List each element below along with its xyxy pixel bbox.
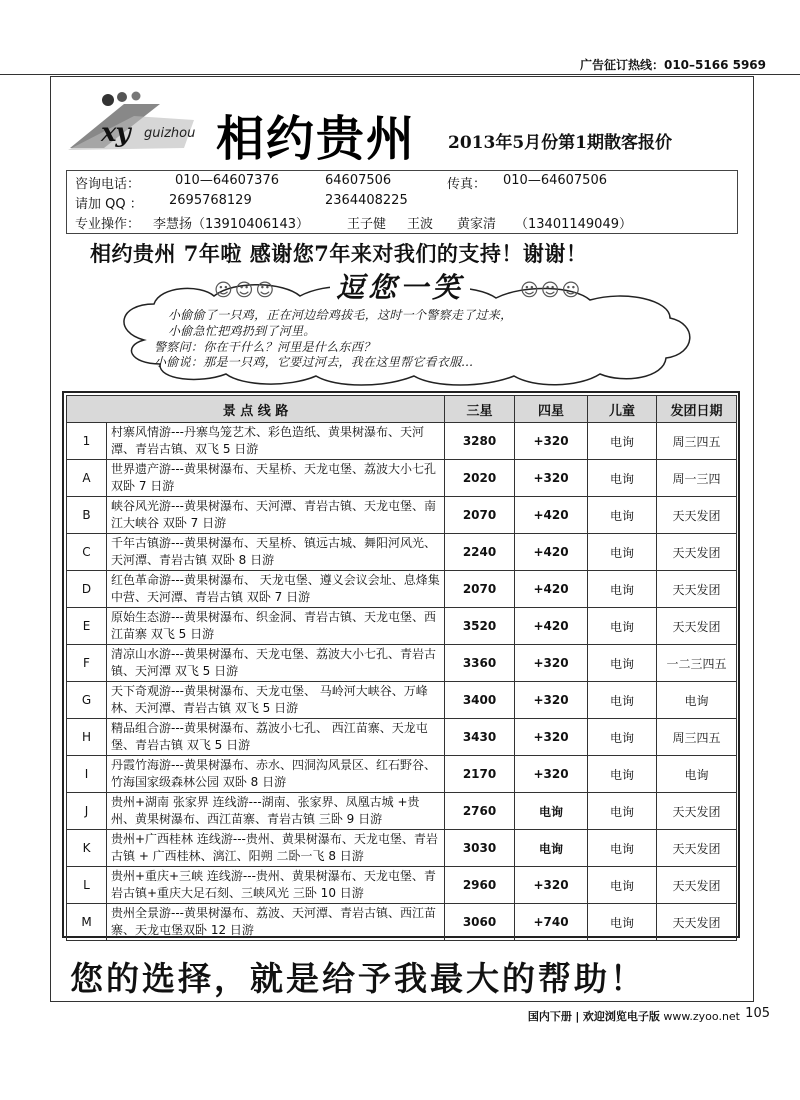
row-route: 丹霞竹海游---黄果树瀑布、赤水、四洞沟风景区、红石野谷、竹海国家级森林公园 双卧 8 日游 — [107, 756, 445, 793]
staff-label: 专业操作： — [75, 217, 141, 232]
footer-url[interactable]: www.zyoo.net — [663, 1010, 740, 1023]
qq-number-1: 2695768129 — [169, 193, 252, 208]
table-row — [67, 793, 737, 830]
row-three-star-price: 2960 — [445, 867, 515, 904]
row-child-price: 电询 — [588, 830, 657, 867]
row-code: L — [67, 867, 107, 904]
header-departure: 发团日期 — [657, 396, 737, 423]
footer-section: 国内下册 — [527, 1010, 572, 1023]
row-code: H — [67, 719, 107, 756]
row-departure: 天天发团 — [657, 534, 737, 571]
row-child-price: 电询 — [588, 719, 657, 756]
row-three-star-price: 3430 — [445, 719, 515, 756]
header-three-star: 三星 — [445, 396, 515, 423]
table-row — [67, 460, 737, 497]
ad-hotline: 广告征订热线：010–5166 5969 — [579, 58, 766, 72]
row-four-star-price: +320 — [515, 423, 588, 460]
row-three-star-price: 2070 — [445, 497, 515, 534]
row-four-star-price: +740 — [515, 904, 588, 941]
row-three-star-price: 2170 — [445, 756, 515, 793]
row-departure: 一二三四五 — [657, 645, 737, 682]
row-child-price: 电询 — [588, 460, 657, 497]
staff-4-phone: （13401149049） — [515, 217, 632, 232]
row-four-star-price: +420 — [515, 497, 588, 534]
table-row — [67, 608, 737, 645]
row-four-star-price: 电询 — [515, 830, 588, 867]
table-row — [67, 719, 737, 756]
row-three-star-price: 3360 — [445, 645, 515, 682]
row-child-price: 电询 — [588, 645, 657, 682]
row-child-price: 电询 — [588, 867, 657, 904]
row-code: K — [67, 830, 107, 867]
row-code: A — [67, 460, 107, 497]
row-route: 清凉山水游---黄果树瀑布、天龙屯堡、荔波大小七孔、青岩古镇、天河潭 双飞 5 日游 — [107, 645, 445, 682]
row-code: I — [67, 756, 107, 793]
row-three-star-price: 2020 — [445, 460, 515, 497]
header-four-star: 四星 — [515, 396, 588, 423]
row-child-price: 电询 — [588, 756, 657, 793]
row-three-star-price: 3400 — [445, 682, 515, 719]
brand-logo-icon — [64, 90, 204, 154]
table-row — [67, 497, 737, 534]
row-route: 村寨风情游---丹寨鸟笼艺术、彩色造纸、黄果树瀑布、天河潭、青岩古镇、双飞 5 日游 — [107, 423, 445, 460]
top-divider — [0, 74, 800, 75]
quote-title: 2013年5月份第1期散客报价 — [448, 133, 672, 153]
qq-number-2: 2364408225 — [325, 193, 408, 208]
logo-mark: xy — [101, 118, 130, 148]
row-code: G — [67, 682, 107, 719]
phone-label: 咨询电话： — [75, 177, 141, 192]
joke-line-4: 小偷说：那是一只鸡，它要过河去，我在这里帮它看衣服… — [154, 355, 474, 369]
row-departure: 电询 — [657, 756, 737, 793]
fax-number: 010—64607506 — [503, 173, 607, 188]
row-three-star-price: 3280 — [445, 423, 515, 460]
brand-title: 相约贵州 — [216, 111, 417, 167]
row-route: 贵州+湖南 张家界 连线游---湖南、张家界、凤凰古城 +贵州、黄果树瀑布、西江苗寨、青岩古镇 三卧 9 日游 — [107, 793, 445, 830]
page-number: 105 — [745, 1006, 770, 1021]
page-footer — [528, 1008, 740, 1024]
table-row — [67, 830, 737, 867]
row-child-price: 电询 — [588, 497, 657, 534]
laughing-faces-left-icon: ☺☺☺ — [214, 280, 277, 301]
table-row — [67, 904, 737, 941]
row-four-star-price: +420 — [515, 534, 588, 571]
row-child-price: 电询 — [588, 534, 657, 571]
row-code: B — [67, 497, 107, 534]
row-code: D — [67, 571, 107, 608]
joke-line-1: 小偷偷了一只鸡，正在河边给鸡拔毛，这时一个警察走了过来， — [168, 308, 513, 322]
row-departure: 周三四五 — [657, 423, 737, 460]
row-child-price: 电询 — [588, 682, 657, 719]
header-route: 景 点 线 路 — [67, 396, 445, 423]
row-route: 千年古镇游---黄果树瀑布、天星桥、镇远古城、舞阳河风光、天河潭、青岩古镇 双卧 8 日游 — [107, 534, 445, 571]
row-child-price: 电询 — [588, 904, 657, 941]
row-code: F — [67, 645, 107, 682]
row-departure: 周一三四 — [657, 460, 737, 497]
laughing-faces-right-icon: ☺☺☺ — [520, 280, 583, 301]
row-departure: 天天发团 — [657, 867, 737, 904]
row-child-price: 电询 — [588, 571, 657, 608]
row-departure: 天天发团 — [657, 830, 737, 867]
row-three-star-price: 3060 — [445, 904, 515, 941]
row-route: 原始生态游---黄果树瀑布、织金洞、青岩古镇、天龙屯堡、西江苗寨 双飞 5 日游 — [107, 608, 445, 645]
tour-table-frame — [62, 391, 740, 938]
row-three-star-price: 3030 — [445, 830, 515, 867]
staff-1: 李慧扬（13910406143） — [153, 217, 309, 232]
row-four-star-price: +320 — [515, 756, 588, 793]
row-four-star-price: +420 — [515, 608, 588, 645]
row-four-star-price: +320 — [515, 867, 588, 904]
table-row — [67, 645, 737, 682]
table-header-row — [67, 396, 737, 423]
staff-4: 黄家清 — [457, 217, 497, 232]
row-route: 贵州+重庆+三峡 连线游---贵州、黄果树瀑布、天龙屯堡、青岩古镇+重庆大足石刻、三峡风光 三卧 10 日游 — [107, 867, 445, 904]
table-row — [67, 867, 737, 904]
row-child-price: 电询 — [588, 793, 657, 830]
row-four-star-price: +320 — [515, 645, 588, 682]
logo-subtext: guizhou — [144, 126, 196, 141]
table-row — [67, 756, 737, 793]
fax-label: 传真： — [447, 177, 487, 192]
row-departure: 天天发团 — [657, 904, 737, 941]
row-code: M — [67, 904, 107, 941]
row-code: 1 — [67, 423, 107, 460]
row-three-star-price: 2760 — [445, 793, 515, 830]
footer-separator: | — [575, 1010, 580, 1023]
table-row — [67, 571, 737, 608]
row-route: 峡谷风光游---黄果树瀑布、天河潭、青岩古镇、天龙屯堡、南江大峡谷 双卧 7 日游 — [107, 497, 445, 534]
row-route: 世界遗产游---黄果树瀑布、天星桥、天龙屯堡、荔波大小七孔 双卧 7 日游 — [107, 460, 445, 497]
row-route: 贵州+广西桂林 连线游---贵州、黄果树瀑布、天龙屯堡、青岩古镇 + 广西桂林、漓江、阳朔 二卧一飞 8 日游 — [107, 830, 445, 867]
row-three-star-price: 2070 — [445, 571, 515, 608]
row-code: J — [67, 793, 107, 830]
staff-2: 王子健 — [347, 217, 387, 232]
row-departure: 天天发团 — [657, 793, 737, 830]
row-departure: 天天发团 — [657, 608, 737, 645]
row-departure: 天天发团 — [657, 571, 737, 608]
contact-box — [66, 170, 738, 234]
row-departure: 周三四五 — [657, 719, 737, 756]
tour-price-table — [66, 395, 737, 941]
row-child-price: 电询 — [588, 608, 657, 645]
joke-line-2: 小偷急忙把鸡扔到了河里。 — [168, 324, 316, 338]
row-route: 贵州全景游---黄果树瀑布、荔波、天河潭、青岩古镇、西江苗寨、天龙屯堡双卧 12 日游 — [107, 904, 445, 941]
row-route: 红色革命游---黄果树瀑布、 天龙屯堡、遵义会议会址、息烽集中营、天河潭、青岩古镇 双卧 7 日游 — [107, 571, 445, 608]
table-row — [67, 423, 737, 460]
row-four-star-price: +420 — [515, 571, 588, 608]
row-three-star-price: 3520 — [445, 608, 515, 645]
row-route: 天下奇观游---黄果树瀑布、天龙屯堡、 马岭河大峡谷、万峰林、天河潭、青岩古镇 双飞 5 日游 — [107, 682, 445, 719]
table-row — [67, 534, 737, 571]
row-departure: 电询 — [657, 682, 737, 719]
qq-label: 请加 QQ ： — [75, 197, 143, 212]
row-four-star-price: 电询 — [515, 793, 588, 830]
closing-slogan: 您的选择，就是给予我最大的帮助！ — [70, 959, 646, 998]
row-departure: 天天发团 — [657, 497, 737, 534]
footer-note: 欢迎浏览电子版 — [582, 1010, 660, 1023]
row-four-star-price: +320 — [515, 682, 588, 719]
staff-3: 王波 — [407, 217, 434, 232]
joke-line-3: 警察问：你在干什么？河里是什么东西？ — [154, 340, 376, 354]
row-code: E — [67, 608, 107, 645]
table-row — [67, 682, 737, 719]
row-three-star-price: 2240 — [445, 534, 515, 571]
row-four-star-price: +320 — [515, 719, 588, 756]
header-child: 儿童 — [588, 396, 657, 423]
phone-number-1: 010—64607376 — [175, 173, 279, 188]
row-child-price: 电询 — [588, 423, 657, 460]
row-code: C — [67, 534, 107, 571]
row-route: 精品组合游---黄果树瀑布、荔波小七孔、 西江苗寨、天龙屯堡、青岩古镇 双飞 5 日游 — [107, 719, 445, 756]
phone-number-2: 64607506 — [325, 173, 392, 188]
joke-title: 逗您一笑 — [330, 266, 470, 306]
anniversary-thanks: 相约贵州 7年啦 感谢您7年来对我们的支持！谢谢！ — [90, 241, 588, 266]
row-four-star-price: +320 — [515, 460, 588, 497]
